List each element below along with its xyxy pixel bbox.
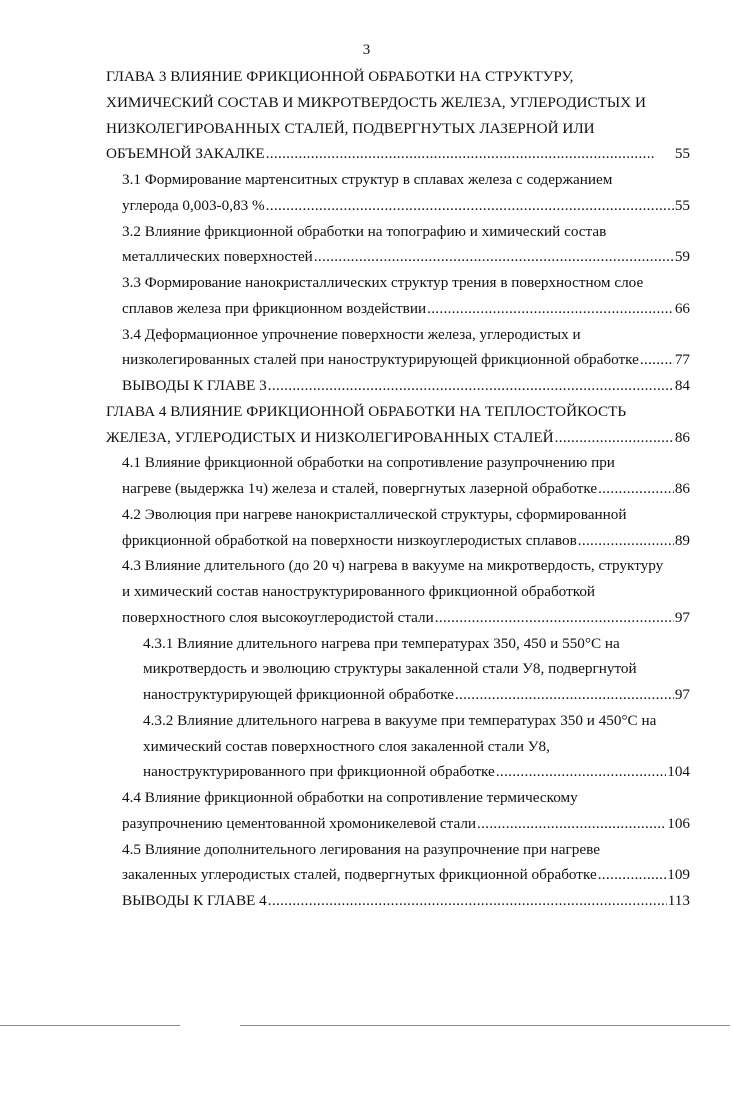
toc-entry-line (106, 502, 690, 528)
page-number: 3 (362, 42, 371, 58)
dot-leader (266, 141, 656, 167)
toc-entry-text: 4.1 Влияние фрикционной обработки на сопротивление разупрочнению при (122, 454, 615, 472)
toc-entry-text: 3.3 Формирование нанокристаллических структур трения в поверхностном слое (122, 274, 644, 291)
toc-entry-line (106, 656, 690, 682)
toc-entry (106, 270, 690, 322)
toc-entry-text: ЖЕЛЕЗА, УГЛЕРОДИСТЫХ И НИЗКОЛЕГИРОВАННЫХ СТАЛЕЙ (106, 428, 554, 446)
toc-page-number: 97 (674, 608, 690, 626)
toc-entry-line (106, 811, 690, 837)
toc-entry (106, 219, 690, 271)
toc-entry-line (106, 141, 690, 167)
toc-entry-text: ВЫВОДЫ К ГЛАВЕ 3 (122, 377, 267, 394)
toc-entry (106, 450, 690, 502)
toc-page-number: 109 (667, 866, 690, 884)
dot-leader (427, 296, 674, 322)
toc-entry-line (106, 734, 690, 760)
toc-entry-text: 4.5 Влияние дополнительного легирования на разупрочнение при нагреве (122, 840, 600, 858)
toc-entry-line (106, 425, 690, 451)
toc-entry-line (106, 270, 690, 296)
toc-entry-line (106, 322, 690, 348)
dot-leader (266, 193, 674, 219)
toc-page-number: 97 (674, 686, 690, 703)
toc-entry-text: 4.3 Влияние длительного (до 20 ч) нагрева в вакууме на микротвердость, структуру (122, 557, 664, 575)
toc-entry-line (106, 167, 690, 193)
dot-leader (598, 476, 674, 502)
toc-entry-text: наноструктурированного при фрикционной обработке (143, 763, 495, 781)
toc-entry-text: НИЗКОЛЕГИРОВАННЫХ СТАЛЕЙ, ПОДВЕРГНУТЫХ ЛАЗЕРНОЙ ИЛИ (106, 119, 595, 137)
dot-leader (268, 373, 674, 399)
toc-entry-line (106, 785, 690, 811)
toc-entry-line (106, 244, 690, 270)
toc-page-number: 89 (674, 531, 690, 549)
toc-entry-text: углерода 0,003-0,83 % (122, 196, 265, 214)
toc-entry-line (106, 837, 690, 863)
toc-entry-line (106, 888, 690, 914)
toc-entry-text: наноструктурирующей фрикционной обработке (143, 686, 454, 703)
toc-entry (106, 631, 690, 708)
toc-entry-line (106, 193, 690, 219)
toc-entry-text: низколегированных сталей при наноструктурирующей фрикционной обработке (122, 351, 639, 369)
dot-leader (598, 862, 667, 888)
toc-entry-text: и химический состав наноструктурированного фрикционной обработкой (122, 583, 596, 600)
toc-entry-line (106, 450, 690, 476)
toc-entry (106, 837, 690, 889)
toc-entry-line (106, 116, 690, 142)
dot-leader (268, 888, 667, 914)
scan-edge-line (240, 1025, 730, 1026)
dot-leader (578, 528, 674, 554)
dot-leader (435, 605, 674, 631)
toc-entry-text: фрикционной обработкой на поверхности низкоуглеродистых сплавов (122, 531, 577, 549)
table-of-contents (106, 64, 690, 914)
toc-entry-line (106, 631, 690, 657)
dot-leader (640, 347, 674, 373)
dot-leader (496, 759, 666, 785)
toc-entry-text: 4.3.2 Влияние длительного нагрева в вакууме при температурах 350 и 450°С на (143, 711, 657, 729)
toc-entry-text: ГЛАВА 4 ВЛИЯНИЕ ФРИКЦИОННОЙ ОБРАБОТКИ НА ТЕПЛОСТОЙКОСТЬ (106, 402, 627, 420)
toc-entry-text: 4.3.1 Влияние длительного нагрева при температурах 350, 450 и 550°С на (143, 634, 620, 652)
toc-entry-text: 3.1 Формирование мартенситных структур в сплавах железа с содержанием (122, 171, 613, 188)
toc-entry-line (106, 476, 690, 502)
toc-page-number: 77 (674, 351, 690, 369)
toc-entry (106, 322, 690, 374)
toc-page-number: 84 (674, 377, 690, 394)
scan-edge-line (0, 1025, 180, 1026)
toc-entry-text: поверхностного слоя высокоуглеродистой стали (122, 608, 434, 626)
toc-entry-text: микротвердость и эволюцию структуры закаленной стали У8, подвергнутой (143, 660, 637, 678)
toc-entry (106, 888, 690, 914)
toc-entry (106, 399, 690, 451)
toc-page-number: 104 (667, 763, 690, 781)
toc-entry (106, 373, 690, 399)
toc-entry-line (106, 862, 690, 888)
toc-entry-line (106, 553, 690, 579)
toc-entry-line (106, 90, 690, 116)
toc-entry-text: ВЫВОДЫ К ГЛАВЕ 4 (122, 892, 267, 909)
toc-entry (106, 502, 690, 554)
toc-entry-text: 4.2 Эволюция при нагреве нанокристаллической структуры, сформированной (122, 505, 627, 523)
toc-entry (106, 167, 690, 219)
toc-page-number: 86 (674, 480, 690, 497)
toc-entry-text: ХИМИЧЕСКИЙ СОСТАВ И МИКРОТВЕРДОСТЬ ЖЕЛЕЗА, УГЛЕРОДИСТЫХ И (106, 93, 646, 111)
toc-entry-text: ОБЪЕМНОЙ ЗАКАЛКЕ (106, 145, 265, 163)
dot-leader (555, 425, 674, 451)
toc-entry-text: 4.4 Влияние фрикционной обработки на сопротивление термическому (122, 789, 578, 806)
toc-entry (106, 708, 690, 785)
toc-entry-text: химический состав поверхностного слоя закаленной стали У8, (143, 737, 550, 755)
toc-entry-line (106, 605, 690, 631)
toc-entry-text: металлических поверхностей (122, 248, 313, 266)
toc-entry-text: нагреве (выдержка 1ч) железа и сталей, повергнутых лазерной обработке (122, 480, 598, 497)
toc-entry-text: 3.2 Влияние фрикционной обработки на топографию и химический состав (122, 222, 607, 240)
toc-entry-text: сплавов железа при фрикционном воздействии (122, 299, 427, 317)
toc-page-number: 59 (674, 248, 690, 266)
toc-entry (106, 553, 690, 630)
toc-entry-line (106, 759, 690, 785)
toc-entry-line (106, 296, 690, 322)
toc-entry-line (106, 347, 690, 373)
toc-entry (106, 785, 690, 837)
toc-entry-line (106, 682, 690, 708)
toc-page-number: 55 (674, 145, 690, 163)
toc-page-number: 66 (674, 299, 690, 317)
toc-page-number: 113 (667, 892, 690, 909)
dot-leader (455, 682, 674, 708)
toc-entry-text: ГЛАВА 3 ВЛИЯНИЕ ФРИКЦИОННОЙ ОБРАБОТКИ НА СТРУКТУРУ, (106, 68, 574, 85)
toc-entry-line (106, 708, 690, 734)
toc-page-number: 86 (674, 428, 690, 446)
toc-entry-text: закаленных углеродистых сталей, подвергнутых фрикционной обработке (122, 866, 597, 884)
toc-page-number: 106 (667, 814, 690, 832)
dot-leader (477, 811, 666, 837)
toc-entry (106, 64, 690, 167)
toc-entry-line (106, 579, 690, 605)
toc-entry-line (106, 219, 690, 245)
toc-page-number: 55 (674, 196, 690, 214)
dot-leader (314, 244, 674, 270)
toc-entry-text: разупрочнению цементованной хромоникелевой стали (122, 814, 477, 832)
toc-entry-text: 3.4 Деформационное упрочнение поверхности железа, углеродистых и (122, 325, 581, 343)
toc-entry-line (106, 528, 690, 554)
toc-entry-line (106, 399, 690, 425)
toc-entry-line (106, 64, 690, 90)
toc-entry-line (106, 373, 690, 399)
